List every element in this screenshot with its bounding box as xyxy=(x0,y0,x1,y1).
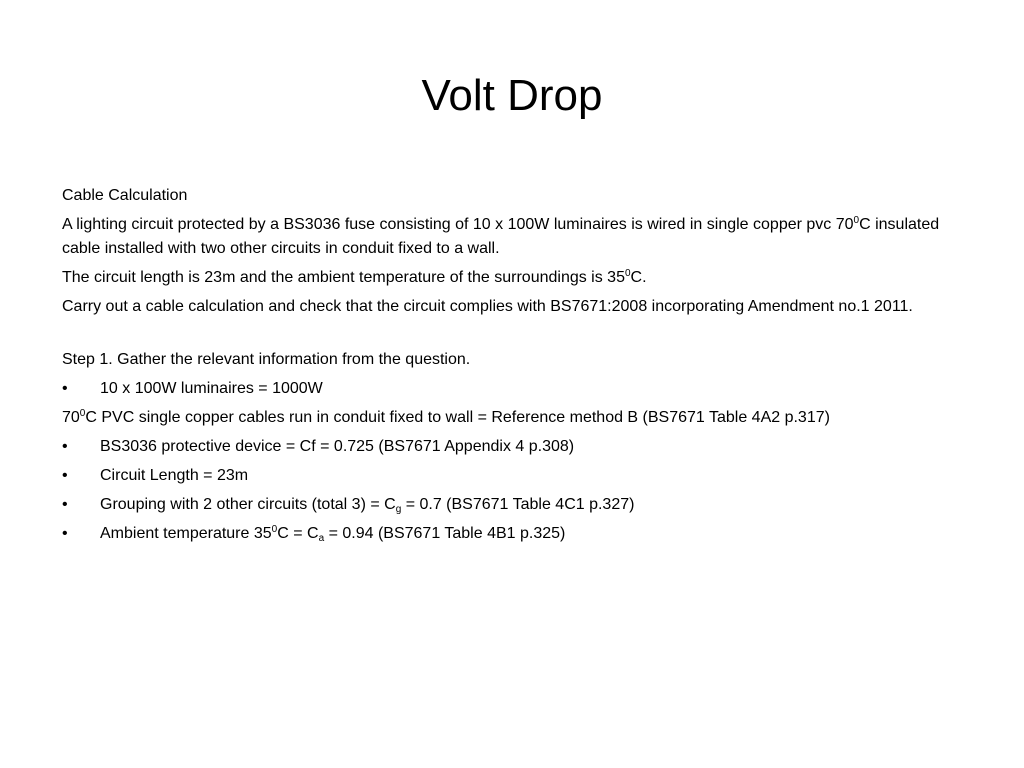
bullet-text: Circuit Length = 23m xyxy=(100,467,249,484)
bullet-text: BS3036 protective device = Cf = 0.725 (BS7671 Appendix 4 p.308) xyxy=(100,438,575,455)
list-item xyxy=(62,377,962,401)
list-item xyxy=(62,522,962,546)
question-paragraph-3: Carry out a cable calculation and check that the circuit complies with BS7671:2008 incorporating Amendment no.1 2011. xyxy=(62,298,913,315)
spacer xyxy=(62,324,962,348)
bullet-icon: • xyxy=(62,496,68,513)
slide-title: Volt Drop xyxy=(421,71,603,120)
bullet-icon: • xyxy=(62,467,68,484)
bullet-text: Grouping with 2 other circuits (total $3) = C_g = 0.7$ (BS7671 Table 4C1 p.327) xyxy=(100,496,635,515)
list-item xyxy=(62,435,962,459)
question-paragraph-2: The circuit length is 23m and the ambient temperature of the surroundings is $35^0C$. xyxy=(62,268,647,286)
bullet-icon: • xyxy=(62,380,68,397)
bullet-text: Ambient temperature $35^0C = C_a = 0.94$ (BS7671 Table 4B1 p.325) xyxy=(100,524,566,544)
question-paragraph-1: A lighting circuit protected by a BS3036 fuse consisting of 10 x 100W luminaires is wired in single copper pvc $70^0C$ insulated cable installed with two other circuits in conduit fixed to a wall. xyxy=(62,215,940,257)
step-1-heading: Step 1. Gather the relevant information from the question. xyxy=(62,351,471,368)
bullet-icon: • xyxy=(62,525,68,542)
bullet-icon: • xyxy=(62,438,68,455)
reference-method-line: $70^0C$ PVC single copper cables run in conduit fixed to wall = Reference method B (BS7671 Table 4A2 p.317) xyxy=(62,408,830,426)
section-heading: Cable Calculation xyxy=(62,187,188,204)
slide-body xyxy=(62,184,962,551)
bullet-text: 10 x 100W luminaires = 1000W xyxy=(100,380,323,397)
list-item xyxy=(62,464,962,488)
list-item xyxy=(62,493,962,517)
